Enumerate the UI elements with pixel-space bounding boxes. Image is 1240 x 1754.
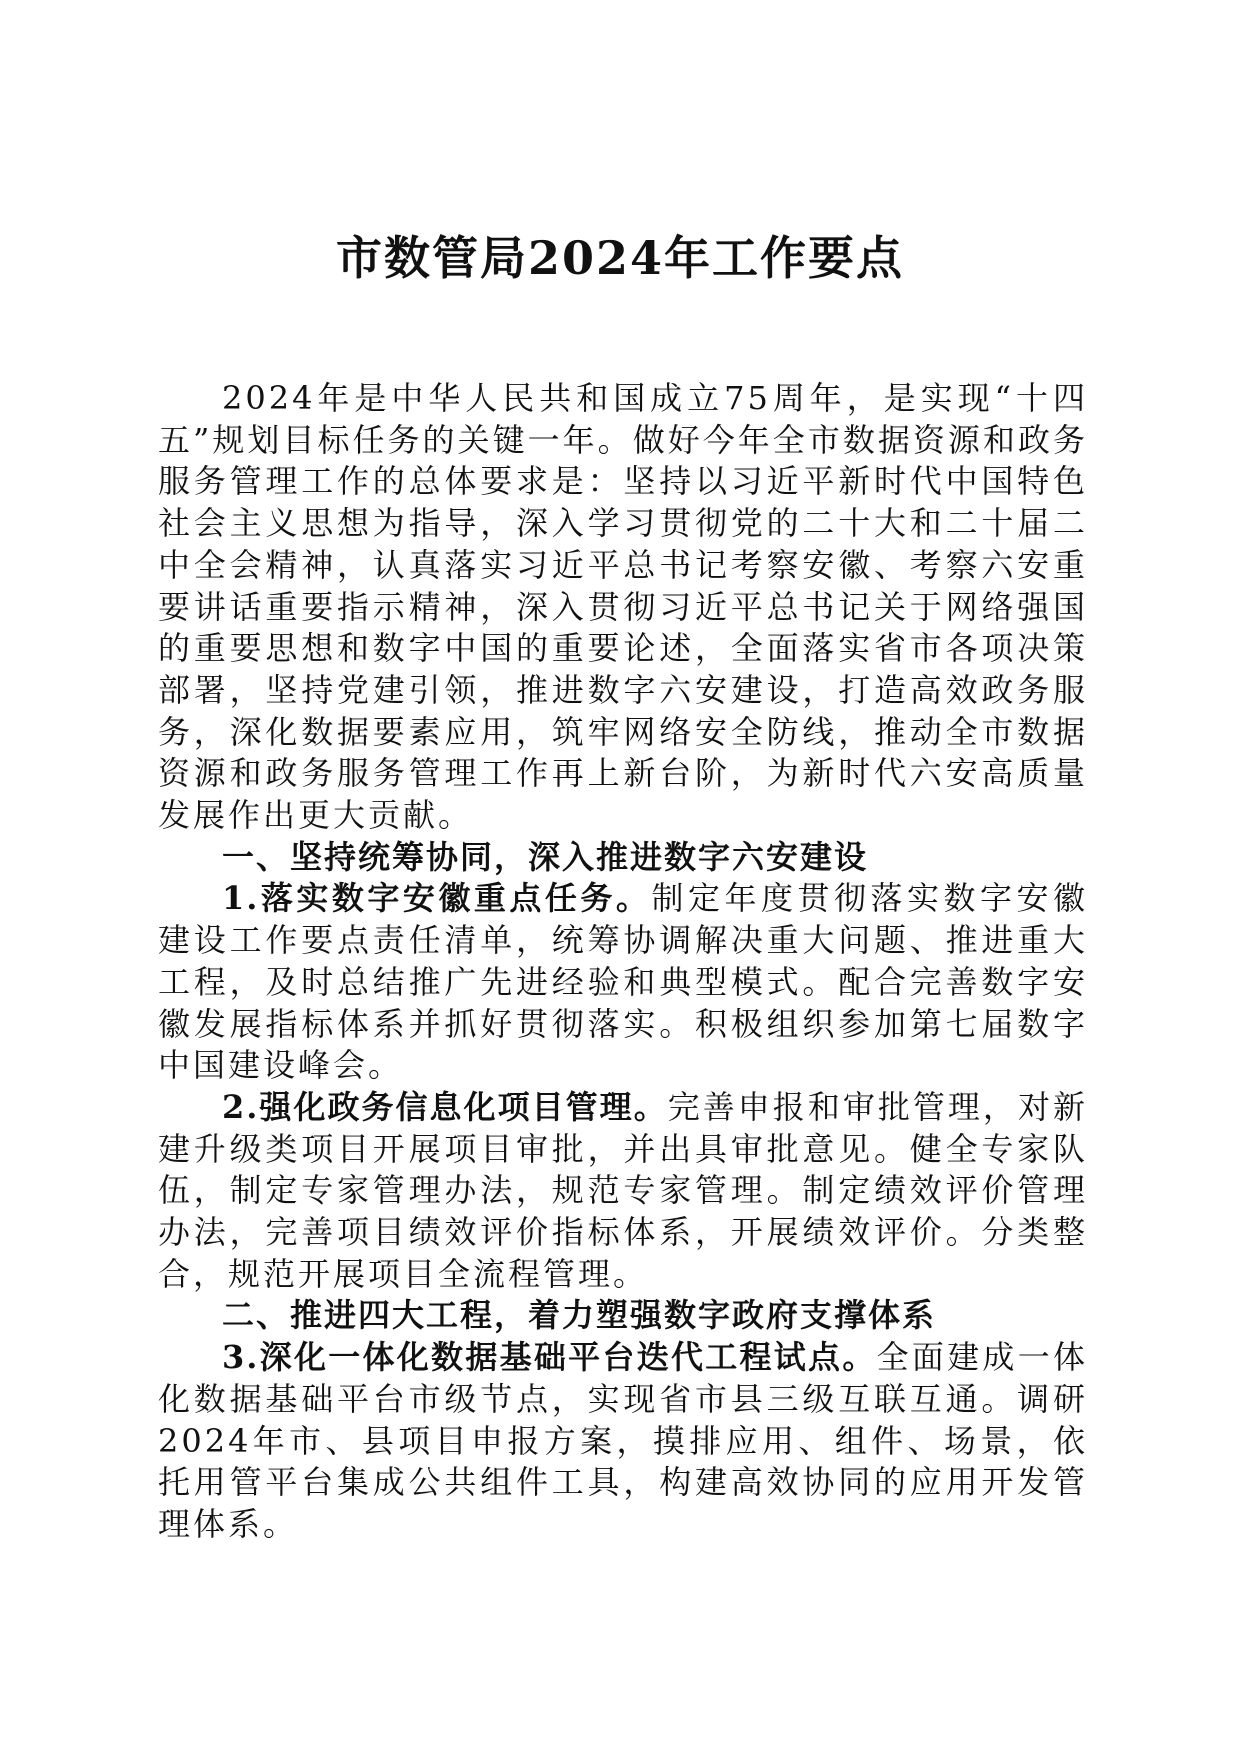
item-lead-2: 2.强化政务信息化项目管理。 [222,1087,668,1126]
item-lead-1: 1.落实数字安徽重点任务。 [222,879,652,918]
intro-paragraph: 2024年是中华人民共和国成立75周年，是实现“十四五”规划目标任务的关键一年。做好今年全市数据资源和政务服务管理工作的总体要求是：坚持以习近平新时代中国特色社会主义思想为指导，深入学习贯彻党的二十大和二十届二中全会精神，认真落实习近平总书记考察安徽、考察六安重要讲话重要指示精神，深入贯彻习近平总书记关于网络强国的重要思想和数字中国的重要论述，全面落实省市各项决策部署，坚持党建引领，推进数字六安建设，打造高效政务服务，深化数据要素应用，筑牢网络安全防线，推动全市数据资源和政务服务管理工作再上新台阶，为新时代六安高质量发展作出更大贡献。 [158,379,1088,835]
section-heading-2: 二、推进四大工程，着力塑强数字政府支撑体系 [222,1296,937,1335]
item-paragraph-1 [158,878,1088,1087]
item-text-1: 制定年度贯彻落实数字安徽建设工作要点责任清单，统筹协调解决重大问题、推进重大工程，及时总结推广先进经验和典型模式。配合完善数字安徽发展指标体系并抓好贯彻落实。积极组织参加第七届数字中国建设峰会。 [158,879,1088,1085]
item-lead-3: 3.深化一体化数据基础平台迭代工程试点。 [222,1338,877,1377]
document-body [158,378,1088,1546]
document-title: 市数管局2024年工作要点 [335,231,905,285]
item-paragraph-3 [158,1337,1088,1546]
item-text-2: 完善申报和审批管理，对新建升级类项目开展项目审批，并出具审批意见。健全专家队伍，制定专家管理办法，规范专家管理。制定绩效评价管理办法，完善项目绩效评价指标体系，开展绩效评价。分类整合，规范开展项目全流程管理。 [158,1087,1088,1293]
section-heading-1: 一、坚持统筹协同，深入推进数字六安建设 [222,837,869,876]
item-paragraph-2 [158,1087,1088,1296]
item-text-3: 全面建成一体化数据基础平台市级节点，实现省市县三级互联互通。调研2024年市、县项目申报方案，摸排应用、组件、场景，依托用管平台集成公共组件工具，构建高效协同的应用开发管理体系。 [158,1338,1088,1543]
